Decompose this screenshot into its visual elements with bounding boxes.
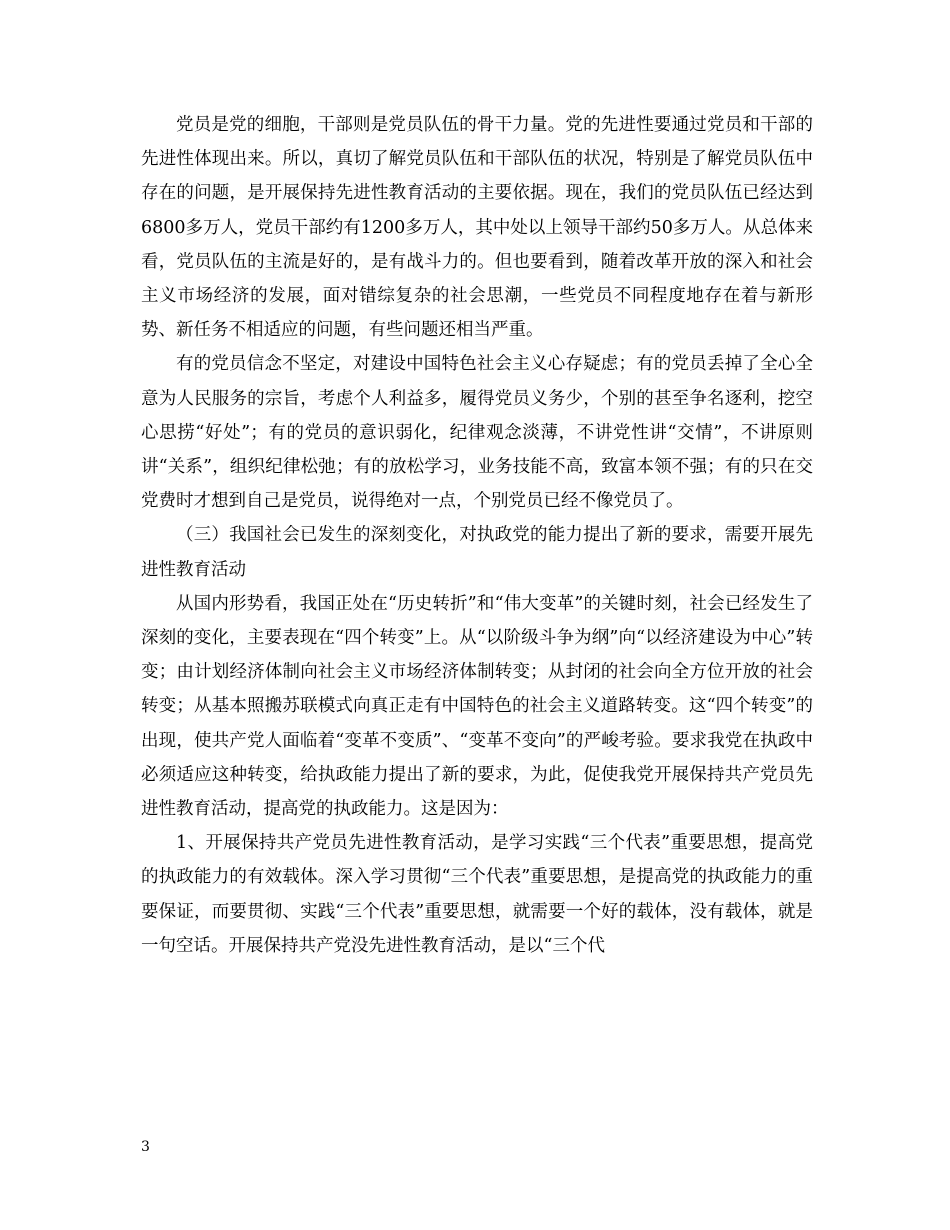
section-heading-three: （三）我国社会已发生的深刻变化，对执政党的能力提出了新的要求，需要开展先进性教育活动	[141, 525, 813, 580]
document-body	[141, 108, 813, 963]
paragraph-party-members-overview: 党员是党的细胞，干部则是党员队伍的骨干力量。党的先进性要通过党员和干部的先进性体现出来。所以，真切了解党员队伍和干部队伍的状况，特别是了解党员队伍中存在的问题，是开展保持先进性教育活动的主要依据。现在，我们的党员队伍已经达到6800多万人，党员干部约有1200多万人，其中处以上领导干部约50多万人。从总体来看，党员队伍的主流是好的，是有战斗力的。但也要看到，随着改革开放的深入和社会主义市场经济的发展，面对错综复杂的社会思潮，一些党员不同程度地存在着与新形势、新任务不相适应的问题，有些问题还相当严重。	[141, 115, 813, 341]
paragraph-domestic-situation: 从国内形势看，我国正处在“历史转折”和“伟大变革”的关键时刻，社会已经发生了深刻的变化，主要表现在“四个转变”上。从“以阶级斗争为纲”向“以经济建设为中心”转变；由计划经济体制向社会主义市场经济体制转变；从封闭的社会向全方位开放的社会转变；从基本照搬苏联模式向真正走有中国特色的社会主义道路转变。这“四个转变”的出现，使共产党人面临着“变革不变质”、“变革不变向”的严峻考验。要求我党在执政中必须适应这种转变，给执政能力提出了新的要求，为此，促使我党开展保持共产党员先进性教育活动，提高党的执政能力。这是因为：	[141, 593, 813, 820]
paragraph-point-one: 1、开展保持共产党员先进性教育活动，是学习实践“三个代表”重要思想，提高党的执政能力的有效载体。深入学习贯彻“三个代表”重要思想，是提高党的执政能力的重要保证，而要贯彻、实践“三个代表”重要思想，就需要一个好的载体，没有载体，就是一句空话。开展保持共产党没先进性教育活动，是以“三个代	[141, 833, 813, 956]
paragraph-member-problems: 有的党员信念不坚定，对建设中国特色社会主义心存疑虑；有的党员丢掉了全心全意为人民服务的宗旨，考虑个人利益多，履得党员义务少，个别的甚至争名逐利，挖空心思捞“好处”；有的党员的意识弱化，纪律观念淡薄，不讲党性讲“交情”，不讲原则讲“关系”，组织纪律松弛；有的放松学习，业务技能不高，致富本领不强；有的只在交党费时才想到自己是党员，说得绝对一点，个别党员已经不像党员了。	[141, 354, 813, 512]
page-number: 3	[141, 1139, 150, 1155]
